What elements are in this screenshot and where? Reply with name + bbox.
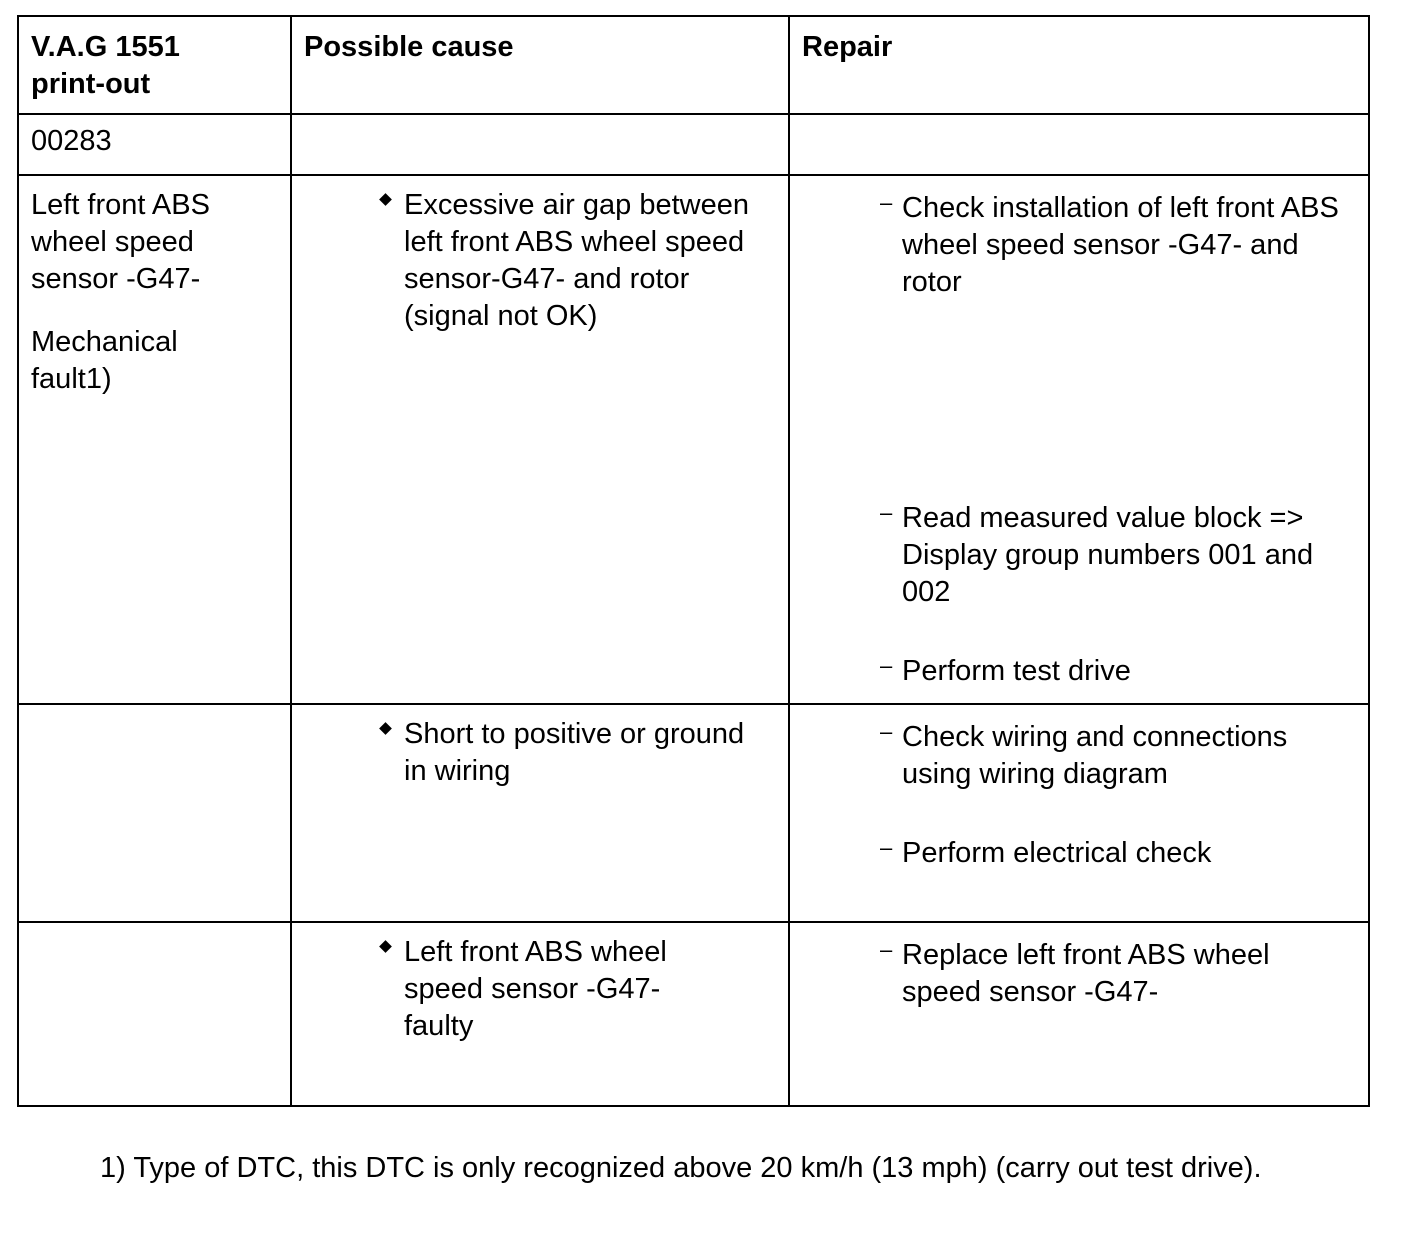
dtc-code: 00283 xyxy=(18,114,291,175)
repair-text: Read measured value block => Display group numbers 001 and 002 xyxy=(902,502,1314,608)
empty-cell xyxy=(789,114,1369,175)
repair-text: Check wiring and connections using wiring diagram xyxy=(902,721,1288,790)
cause-cell xyxy=(291,704,789,922)
dtc-fault-type: Mechanical fault1) xyxy=(31,326,178,395)
dash-icon: – xyxy=(880,835,893,860)
cause-text: Short to positive or ground in wiring xyxy=(404,718,745,787)
repair-step xyxy=(880,719,1356,793)
cause-item xyxy=(404,187,760,335)
dtc-table xyxy=(17,15,1370,1107)
table-row xyxy=(18,704,1369,922)
cause-text: Excessive air gap between left front ABS wheel speed sensor-G47- and rotor (signal not OK) xyxy=(404,189,749,332)
repair-step xyxy=(880,937,1356,1011)
repair-cell xyxy=(789,922,1369,1106)
repair-text: Check installation of left front ABS wheel speed sensor -G47- and rotor xyxy=(902,192,1339,298)
dash-icon: – xyxy=(880,937,893,962)
cause-text: Left front ABS wheel speed sensor -G47- faulty xyxy=(404,936,667,1042)
repair-step xyxy=(880,500,1356,611)
repair-text: Replace left front ABS wheel speed sensor -G47- xyxy=(902,939,1270,1008)
bullet-icon xyxy=(379,193,392,206)
repair-text: Perform electrical check xyxy=(902,837,1212,869)
table-row xyxy=(18,922,1369,1106)
bullet-icon xyxy=(379,940,392,953)
repair-step xyxy=(880,653,1356,690)
cause-cell xyxy=(291,922,789,1106)
footnote: 1) Type of DTC, this DTC is only recognized above 20 km/h (13 mph) (carry out test drive). xyxy=(100,1152,1262,1184)
table-row xyxy=(18,175,1369,704)
repair-step xyxy=(880,835,1356,872)
repair-cell xyxy=(789,704,1369,922)
cause-cell xyxy=(291,175,789,704)
dash-icon: – xyxy=(880,190,893,215)
repair-cell xyxy=(789,175,1369,704)
empty-cell xyxy=(291,114,789,175)
dtc-description xyxy=(18,175,291,704)
header-repair: Repair xyxy=(789,16,1369,114)
repair-step xyxy=(880,190,1356,301)
cause-item xyxy=(404,716,760,790)
bullet-icon xyxy=(379,722,392,735)
header-cause: Possible cause xyxy=(291,16,789,114)
dash-icon: – xyxy=(880,719,893,744)
empty-cell xyxy=(18,704,291,922)
dash-icon: – xyxy=(880,500,893,525)
table-row-dtc-code xyxy=(18,114,1369,175)
empty-cell xyxy=(18,922,291,1106)
header-printout: V.A.G 1551 print-out xyxy=(18,16,291,114)
repair-text: Perform test drive xyxy=(902,655,1131,687)
dash-icon: – xyxy=(880,653,893,678)
cause-item xyxy=(404,934,728,1045)
dtc-description-text: Left front ABS wheel speed sensor -G47- xyxy=(31,189,210,295)
table-header-row xyxy=(18,16,1369,114)
